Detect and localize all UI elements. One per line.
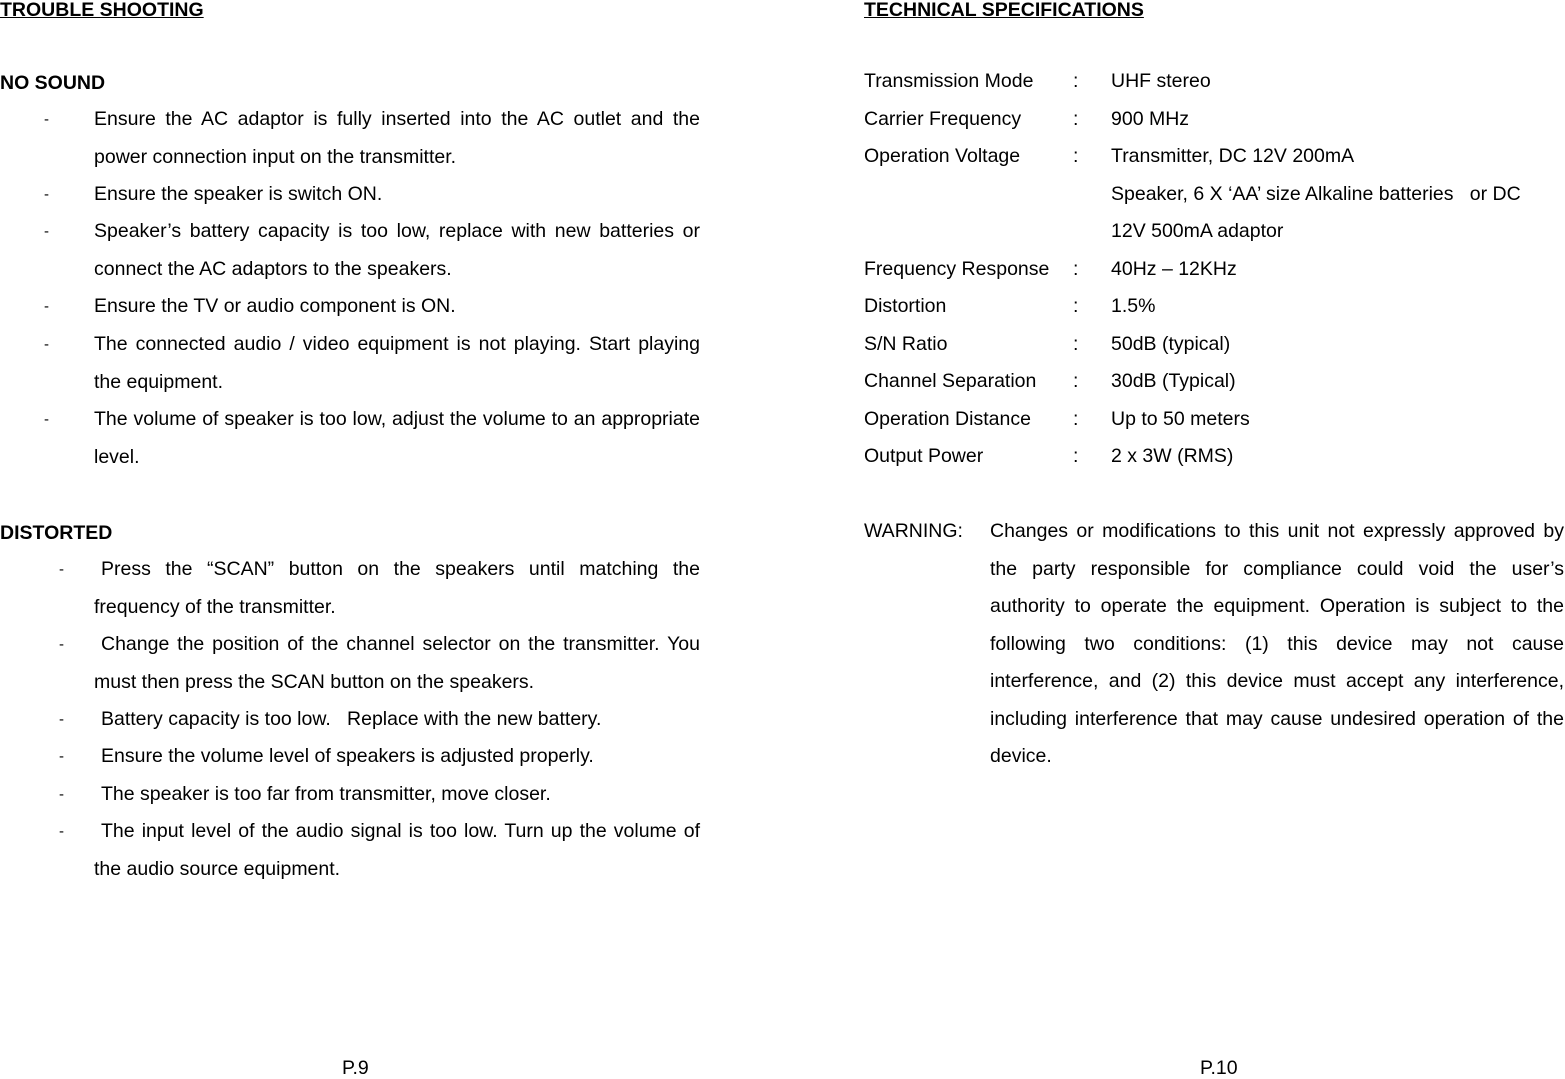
warning-label: WARNING: (864, 520, 963, 542)
dash-bullet: - (44, 336, 49, 353)
spec-row-carrier-frequency (864, 101, 1564, 139)
spec-colon: : (1073, 333, 1079, 355)
distorted-item-2: Change the position of the channel selector on the transmitter. You must then press the SCAN button on the speakers. (94, 633, 700, 693)
distorted-heading: DISTORTED (0, 522, 113, 544)
no-sound-item-1: Ensure the AC adaptor is fully inserted into the AC outlet and the power connection input on the transmitter. (94, 108, 700, 168)
dash-bullet: - (59, 636, 64, 653)
spec-label: Transmission Mode (864, 70, 1034, 92)
page-number-left: P.9 (342, 1057, 369, 1079)
spec-label: Channel Separation (864, 370, 1037, 392)
spec-voltage-continuation-1: Speaker, 6 X ‘AA’ size Alkaline batteries or DC (1111, 183, 1521, 205)
spec-label: Output Power (864, 445, 984, 467)
distorted-item-5: The speaker is too far from transmitter, move closer. (101, 783, 551, 805)
spec-colon: : (1073, 370, 1079, 392)
spec-row-output-power (864, 438, 1564, 476)
technical-specifications-title: TECHNICAL SPECIFICATIONS (864, 0, 1144, 21)
spec-voltage-continuation-2: 12V 500mA adaptor (1111, 220, 1284, 242)
spec-row-sn-ratio (864, 326, 1564, 364)
spec-colon: : (1073, 408, 1079, 430)
dash-bullet: - (44, 111, 49, 128)
spec-label: Frequency Response (864, 258, 1050, 280)
spec-colon: : (1073, 145, 1079, 167)
dash-bullet: - (59, 786, 64, 803)
warning-text: Changes or modifications to this unit not expressly approved by the party responsible for compliance could void the user’s authority to operate the equipment. Operation is subject to the following two conditions: (1) this device may not cause interference, and (2) this device must accept any interference, including interference that may cause undesired operation of the device. (990, 520, 1564, 767)
spec-row-operation-voltage (864, 138, 1564, 176)
dash-bullet: - (59, 748, 64, 765)
spec-value: UHF stereo (1111, 70, 1211, 92)
spec-row-channel-separation (864, 363, 1564, 401)
distorted-item-6: The input level of the audio signal is too low. Turn up the volume of the audio source equipment. (94, 820, 700, 880)
no-sound-item-2: Ensure the speaker is switch ON. (94, 183, 383, 205)
spec-value: 50dB (typical) (1111, 333, 1231, 355)
spec-value: 1.5% (1111, 295, 1156, 317)
spec-label: Operation Voltage (864, 145, 1021, 167)
spec-colon: : (1073, 445, 1079, 467)
spec-value: 30dB (Typical) (1111, 370, 1236, 392)
spec-value: 40Hz – 12KHz (1111, 258, 1237, 280)
spec-value: Up to 50 meters (1111, 408, 1250, 430)
spec-value: Transmitter, DC 12V 200mA (1111, 145, 1355, 167)
distorted-item-4: Ensure the volume level of speakers is adjusted properly. (101, 745, 594, 767)
spec-value: 2 x 3W (RMS) (1111, 445, 1234, 467)
no-sound-heading: NO SOUND (0, 72, 106, 94)
dash-bullet: - (44, 223, 49, 240)
spec-label: Operation Distance (864, 408, 1031, 430)
no-sound-item-4: Ensure the TV or audio component is ON. (94, 295, 456, 317)
spec-colon: : (1073, 108, 1079, 130)
no-sound-item-5: The connected audio / video equipment is not playing. Start playing the equipment. (94, 333, 700, 393)
spec-colon: : (1073, 70, 1079, 92)
spec-row-transmission-mode (864, 63, 1564, 101)
dash-bullet: - (59, 561, 64, 578)
spec-row-operation-distance (864, 401, 1564, 439)
page-number-right: P.10 (1200, 1057, 1238, 1079)
spec-label: S/N Ratio (864, 333, 948, 355)
dash-bullet: - (59, 711, 64, 728)
dash-bullet: - (44, 298, 49, 315)
dash-bullet: - (44, 411, 49, 428)
no-sound-item-3: Speaker’s battery capacity is too low, replace with new batteries or connect the AC adaptors to the speakers. (94, 220, 700, 280)
dash-bullet: - (59, 823, 64, 840)
no-sound-item-6: The volume of speaker is too low, adjust the volume to an appropriate level. (94, 408, 700, 468)
spec-value: 900 MHz (1111, 108, 1190, 130)
spec-row-distortion (864, 288, 1564, 326)
spec-row-frequency-response (864, 251, 1564, 289)
distorted-item-3: Battery capacity is too low. Replace with the new battery. (101, 708, 602, 730)
spec-label: Carrier Frequency (864, 108, 1022, 130)
spec-colon: : (1073, 258, 1079, 280)
trouble-shooting-title: TROUBLE SHOOTING (0, 0, 204, 21)
spec-colon: : (1073, 295, 1079, 317)
distorted-item-1: Press the “SCAN” button on the speakers until matching the frequency of the transmitter. (94, 558, 700, 618)
dash-bullet: - (44, 186, 49, 203)
spec-label: Distortion (864, 295, 947, 317)
